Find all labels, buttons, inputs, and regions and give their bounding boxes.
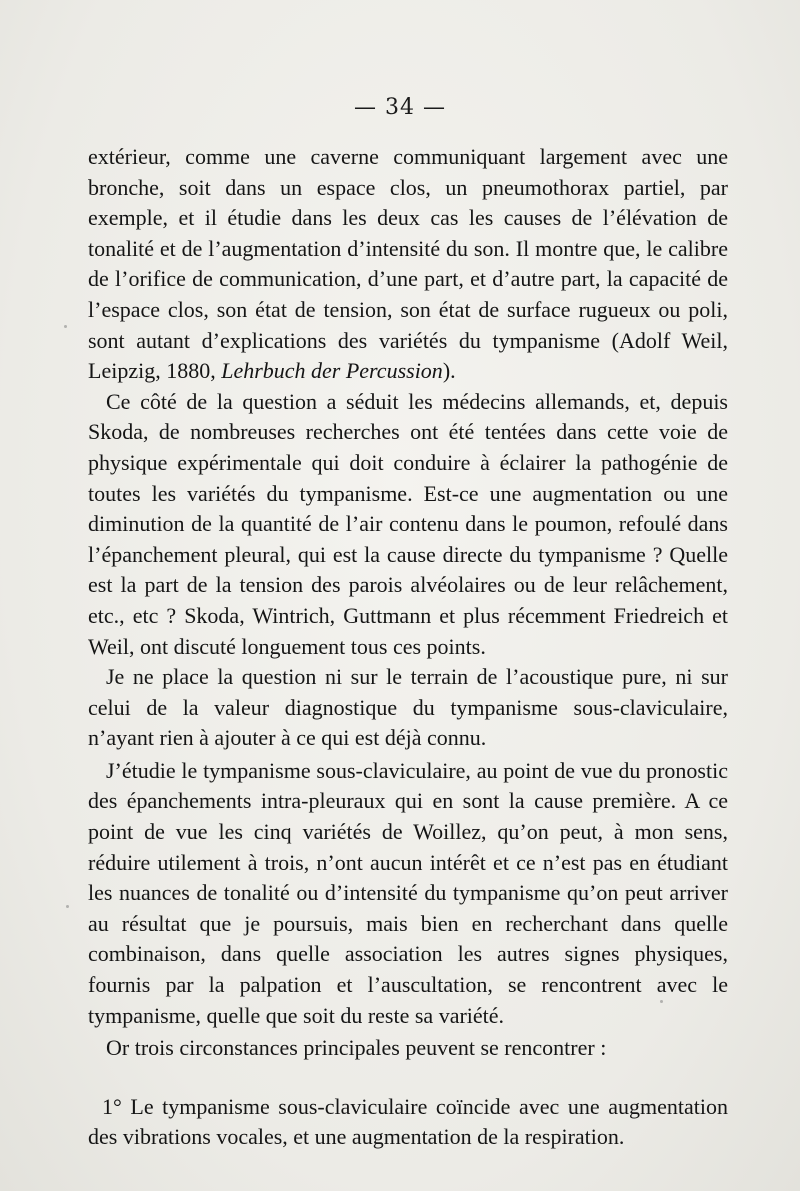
paper-speck — [66, 905, 69, 908]
paragraph: Or trois circonstances principales peuvent se rencontrer : — [106, 1035, 607, 1061]
paper-speck — [660, 1000, 663, 1003]
paragraph-text: extérieur, comme une caverne communiquant largement avec une bronche, soit dans un espace clos, un pneumothorax partiel, par exemple, et il étudie dans les deux cas les causes de l’élévation de tonalité et de l’augmentation d’intensité du son. Il montre que, le calibre de l’orifice de communication, d’une part, et d’autre part, la capacité de l’espace clos, son état de tension, son état de surface rugueux ou poli, sont autant d’explications des variétés du tympanisme (Adolf Weil, Leipzig, 1880, — [88, 144, 728, 384]
paper-speck — [64, 325, 67, 328]
numbered-paragraph: 1° Le tympanisme sous-claviculaire coïncide avec une augmentation des vibrations vocales, et une augmentation de la respiration. — [88, 1093, 728, 1150]
paragraph-continued — [88, 142, 728, 387]
paragraph: Je ne place la question ni sur le terrain de l’acoustique pure, ni sur celui de la valeur diagnostique du tympanisme sous-claviculaire, n’ayant rien à ajouter à ce qui est déjà connu. — [88, 664, 728, 751]
paragraph-text-end: ). — [442, 358, 456, 384]
book-title-italic: Lehrbuch der Percussion — [221, 358, 443, 384]
paragraph: Ce côté de la question a séduit les médecins allemands, et, depuis Skoda, de nombreuses recherches ont été tentées dans cette voie de physique expérimentale qui doit conduire à éclairer la pathogénie de toutes les variétés du tympanisme. Est-ce une augmentation ou une diminution de la quantité de l’air contenu dans le poumon, refoulé dans l’épanchement pleural, qui est la cause directe du tympanisme ? Quelle est la part de la tension des parois alvéolaires ou de leur relâchement, etc., etc ? Skoda, Wintrich, Guttmann et plus récemment Friedreich et Weil, ont discuté longuement tous ces points. — [88, 388, 728, 659]
page-number: — 34 — — [354, 95, 446, 120]
paragraph: J’étudie le tympanisme sous-claviculaire, au point de vue du pronostic des épanchements intra-pleuraux qui en sont la cause première. A ce point de vue les cinq variétés de Woillez, qu’on peut, à mon sens, réduire utilement à trois, n’ont aucun intérêt et ce n’est pas en étudiant les nuances de tonalité ou d’intensité du tympanisme qu’on peut arriver au résultat que je poursuis, mais bien en recherchant dans quelle combinaison, dans quelle association les autres signes physiques, fournis par la palpation et l’auscultation, se rencontrent avec le tympanisme, quelle que soit du reste sa variété. — [88, 757, 728, 1028]
body-text — [88, 142, 728, 1153]
